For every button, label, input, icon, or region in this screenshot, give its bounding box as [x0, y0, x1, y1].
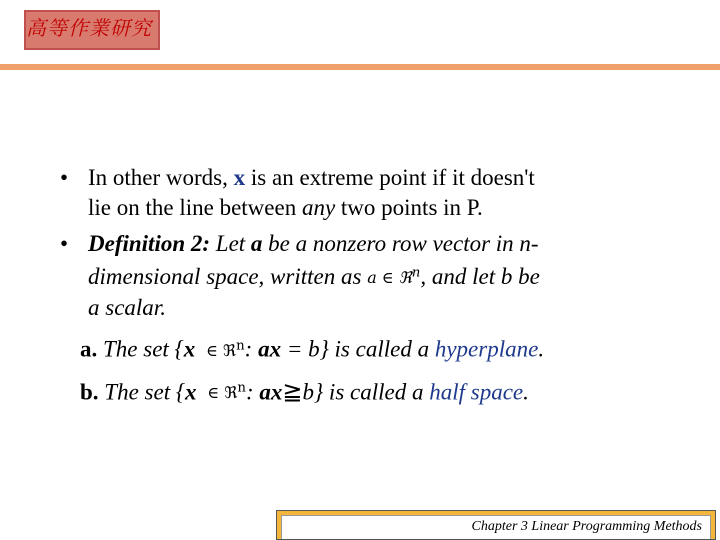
- text: is an extreme point if it doesn't: [245, 165, 535, 190]
- var-a: a: [250, 231, 263, 256]
- math-in-rn: ∈ ℜ$^n$: [206, 338, 245, 360]
- text: In other words,: [88, 165, 234, 190]
- text: two points in P.: [335, 195, 483, 220]
- slide-body: [60, 163, 700, 408]
- text: a scalar.: [88, 295, 166, 321]
- item-half-space: b. The set {x ∈ ℜ$^n$: ax≧b} is called a half space.: [80, 376, 529, 405]
- geq-symbol: ≧: [282, 376, 303, 405]
- bullet-icon: •: [60, 165, 69, 190]
- math-in-rn: ∈ ℜ$^n$: [207, 380, 246, 402]
- definition-label: Definition 2:: [88, 231, 211, 256]
- bullet-extreme-point: [60, 163, 700, 223]
- item-label-a: a.: [80, 336, 98, 362]
- page-title: 高等作業研究: [26, 16, 152, 40]
- term-hyperplane: hyperplane: [434, 336, 539, 362]
- footer-frame: [276, 510, 716, 540]
- math-a-in-rn: a ∈ ℜ$^n$: [367, 266, 421, 288]
- text: be a nonzero row vector in n-: [262, 231, 539, 256]
- footer-chapter-label: Chapter 3 Linear Programming Methods: [281, 515, 711, 539]
- text: Let: [210, 231, 251, 256]
- term-half-space: half space: [429, 378, 524, 404]
- text: , and let b be: [420, 264, 540, 290]
- bullet-definition-2: [60, 229, 700, 323]
- bullet-icon: •: [60, 231, 69, 256]
- item-label-b: b.: [80, 378, 99, 404]
- text: dimensional space, written as: [88, 264, 368, 290]
- item-hyperplane: a. The set {x ∈ ℜ$^n$: ax = b} is called a hyperplane.: [80, 336, 545, 362]
- header-divider: [0, 64, 720, 70]
- text: lie on the line between: [88, 195, 302, 220]
- var-x: x: [233, 165, 246, 190]
- emphasis-any: any: [301, 195, 336, 220]
